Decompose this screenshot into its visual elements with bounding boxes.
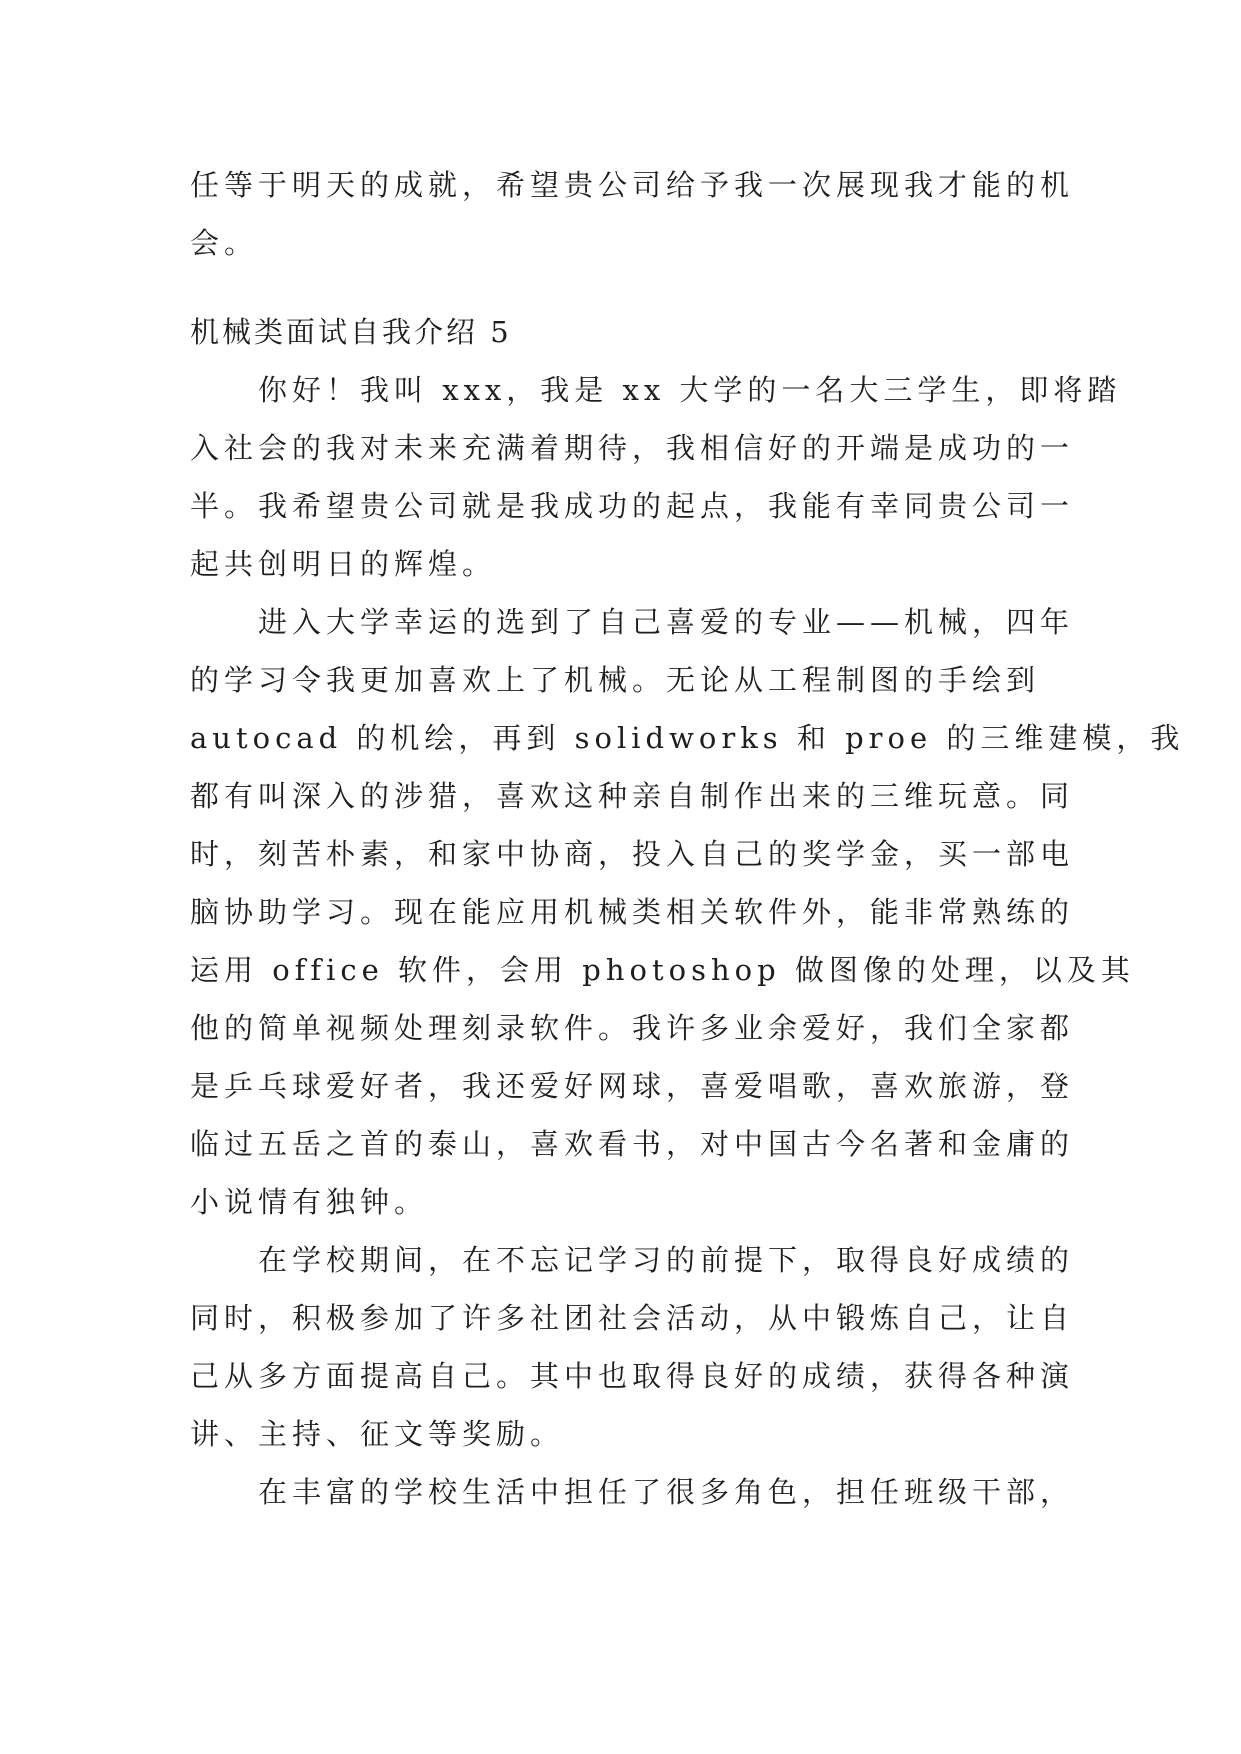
text-line: 他的简单视频处理刻录软件。我许多业余爱好，我们全家都 [190, 1011, 1075, 1045]
text-line: 入社会的我对未来充满着期待，我相信好的开端是成功的一 [190, 431, 1075, 465]
text-line: 你好！我叫 xxx，我是 xx 大学的一名大三学生，即将踏 [258, 373, 1122, 407]
text-line: 在学校期间，在不忘记学习的前提下，取得良好成绩的 [258, 1243, 1075, 1277]
text-line: 在丰富的学校生活中担任了很多角色，担任班级干部， [258, 1475, 1075, 1509]
text-line: 起共创明日的辉煌。 [190, 547, 497, 581]
text-line: 脑协助学习。现在能应用机械类相关软件外，能非常熟练的 [190, 895, 1075, 929]
text-line: 讲、主持、征文等奖励。 [190, 1417, 565, 1451]
paragraph-3 [190, 1231, 1075, 1463]
section-title-block [190, 303, 1050, 361]
text-line: 小说情有独钟。 [190, 1185, 429, 1219]
text-line: 时，刻苦朴素，和家中协商，投入自己的奖学金，买一部电 [190, 837, 1075, 871]
text-line: 己从多方面提高自己。其中也取得良好的成绩，获得各种演 [190, 1359, 1075, 1393]
paragraph-2 [190, 593, 1185, 1231]
paragraph-1 [190, 361, 1122, 593]
text-line: 是乒乓球爱好者，我还爱好网球，喜爱唱歌，喜欢旅游，登 [190, 1069, 1075, 1103]
text-line: 会。 [190, 226, 259, 260]
text-line: autocad 的机绘，再到 solidworks 和 proe 的三维建模，我 [190, 721, 1185, 755]
text-line: 运用 office 软件，会用 photoshop 做图像的处理，以及其 [190, 953, 1135, 987]
text-line: 半。我希望贵公司就是我成功的起点，我能有幸同贵公司一 [190, 489, 1075, 523]
paragraph-4 [190, 1463, 1075, 1521]
text-line: 进入大学幸运的选到了自己喜爱的专业——机械，四年 [258, 605, 1075, 639]
text-line: 同时，积极参加了许多社团社会活动，从中锻炼自己，让自 [190, 1301, 1075, 1335]
text-line: 临过五岳之首的泰山，喜欢看书，对中国古今名著和金庸的 [190, 1127, 1075, 1161]
text-line: 都有叫深入的涉猎，喜欢这种亲自制作出来的三维玩意。同 [190, 779, 1075, 813]
text-line: 的学习令我更加喜欢上了机械。无论从工程制图的手绘到 [190, 663, 1041, 697]
continuation-paragraph [190, 156, 1075, 272]
section-title: 机械类面试自我介绍 5 [190, 315, 512, 349]
text-line: 任等于明天的成就，希望贵公司给予我一次展现我才能的机 [190, 168, 1075, 202]
